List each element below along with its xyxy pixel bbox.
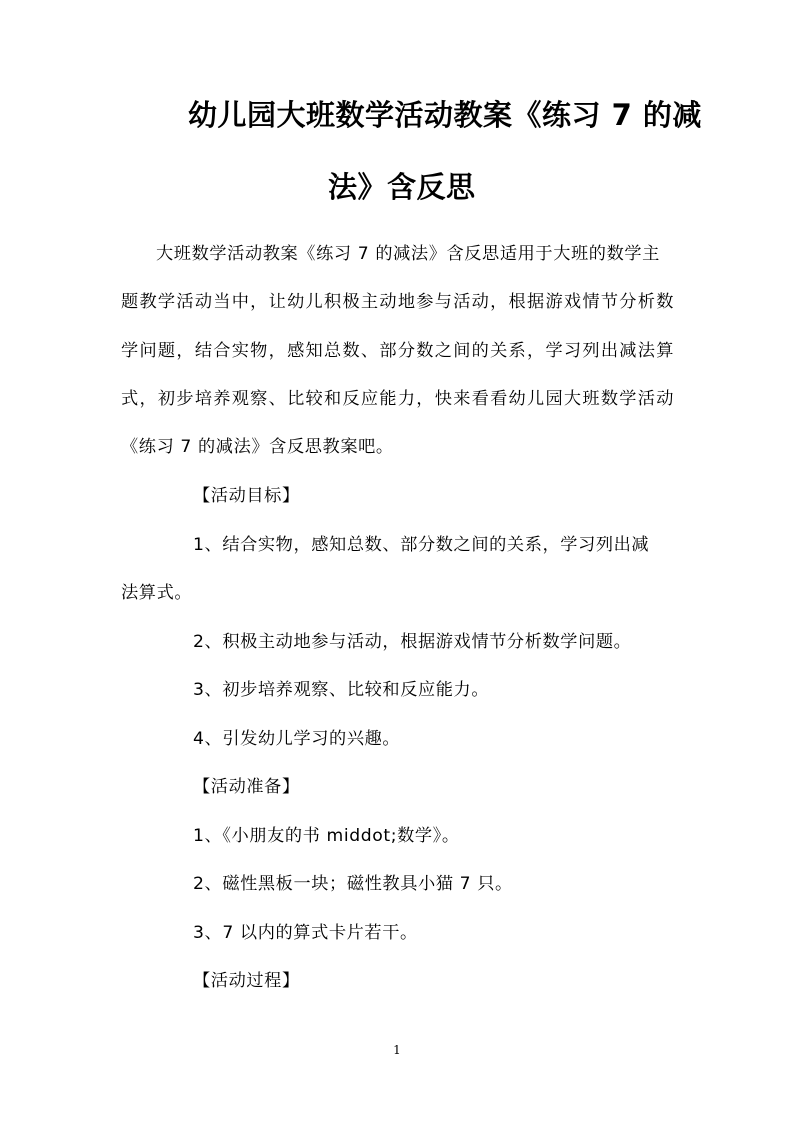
document-title-line-2: 法》含反思 xyxy=(328,170,476,204)
section-heading-prep: 【活动准备】 xyxy=(193,777,300,797)
goal-item-1-line-2: 法算式。 xyxy=(121,583,193,603)
goal-item-2: 2、积极主动地参与活动，根据游戏情节分析数学问题。 xyxy=(193,632,632,652)
prep-item-3: 3、7 以内的算式卡片若干。 xyxy=(193,923,418,943)
page-number: 1 xyxy=(393,1043,401,1057)
intro-line-5: 《练习 7 的减法》含反思教案吧。 xyxy=(121,437,394,457)
prep-item-1: 1、《小朋友的书 middot;数学》。 xyxy=(193,826,460,846)
prep-item-2: 2、磁性黑板一块；磁性教具小猫 7 只。 xyxy=(193,874,513,894)
goal-item-4: 4、引发幼儿学习的兴趣。 xyxy=(193,729,401,749)
intro-line-1: 大班数学活动教案《练习 7 的减法》含反思适用于大班的数学主 xyxy=(156,244,660,264)
document-title-line-1: 幼儿园大班数学活动教案《练习 7 的减 xyxy=(188,98,702,132)
section-heading-process: 【活动过程】 xyxy=(193,971,300,991)
intro-line-4: 式，初步培养观察、比较和反应能力，快来看看幼儿园大班数学活动 xyxy=(121,389,674,409)
intro-line-3: 学问题，结合实物，感知总数、部分数之间的关系，学习列出减法算 xyxy=(121,341,674,361)
section-heading-goals: 【活动目标】 xyxy=(193,486,300,506)
intro-line-2: 题教学活动当中，让幼儿积极主动地参与活动，根据游戏情节分析数 xyxy=(121,292,674,312)
goal-item-3: 3、初步培养观察、比较和反应能力。 xyxy=(193,680,490,700)
goal-item-1-line-1: 1、结合实物，感知总数、部分数之间的关系，学习列出减 xyxy=(193,535,650,555)
